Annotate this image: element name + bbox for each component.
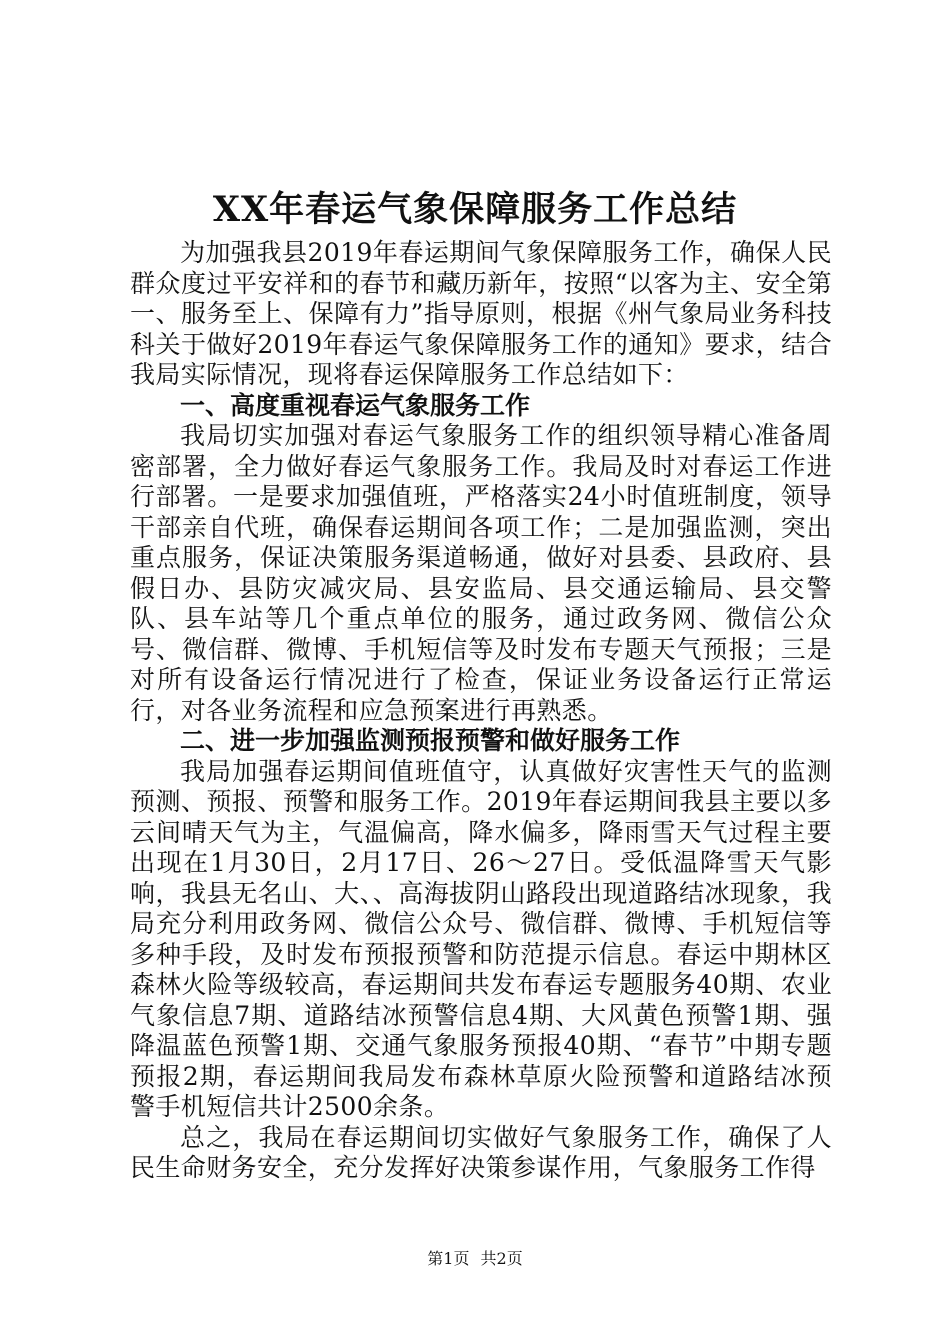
page-footer — [0, 1248, 950, 1270]
section-2-paragraph: 我局加强春运期间值班值守，认真做好灾害性天气的监测预测、预报、预警和服务工作。2019年春运期间我县主要以多云间晴天气为主，气温偏高，降水偏多，降雨雪天气过程主要出现在1月30日，2月17日、26～27日。受低温降雪天气影响，我县无名山、大、、高海拔阴山路段出现道路结冰现象，我局充分利用政务网、微信公众号、微信群、微博、手机短信等多种手段，及时发布预报预警和防范提示信息。春运中期林区森林火险等级较高，春运期间共发布春运专题服务40期、农业气象信息7期、道路结冰预警信息4期、大风黄色预警1期、强降温蓝色预警1期、交通气象服务预报40期、“春节”中期专题预报2期，春运期间我局发布森林草原火险预警和道路结冰预警手机短信共计2500余条。 — [130, 756, 832, 1121]
document-body — [130, 238, 832, 1184]
page-number: 第1页 — [427, 1249, 470, 1268]
conclusion-paragraph: 总之，我局在春运期间切实做好气象服务工作，确保了人民生命财务安全，充分发挥好决策参谋作用，气象服务工作得 — [130, 1122, 832, 1182]
section-1-paragraph: 我局切实加强对春运气象服务工作的组织领导精心准备周密部署，全力做好春运气象服务工作。我局及时对春运工作进行部署。一是要求加强值班，严格落实24小时值班制度，领导干部亲自代班，确保春运期间各项工作；二是加强监测，突出重点服务，保证决策服务渠道畅通，做好对县委、县政府、县假日办、县防灾减灾局、县安监局、县交通运输局、县交警队、县车站等几个重点单位的服务，通过政务网、微信公众号、微信群、微博、手机短信等及时发布专题天气预报；三是对所有设备运行情况进行了检查，保证业务设备运行正常运行，对各业务流程和应急预案进行再熟悉。 — [130, 421, 832, 725]
total-pages: 共2页 — [480, 1249, 523, 1268]
page-title: XX年春运气象保障服务工作总结 — [212, 189, 738, 230]
section-heading-1: 一、高度重视春运气象服务工作 — [180, 390, 531, 420]
section-heading-2: 二、进一步加强监测预报预警和做好服务工作 — [180, 726, 681, 755]
intro-paragraph: 为加强我县2019年春运期间气象保障服务工作，确保人民群众度过平安祥和的春节和藏历新年，按照“以客为主、安全第一、服务至上、保障有力”指导原则，根据《州气象局业务科技科关于做好2019年春运气象保障服务工作的通知》要求，结合我局实际情况，现将春运保障服务工作总结如下： — [130, 238, 832, 389]
